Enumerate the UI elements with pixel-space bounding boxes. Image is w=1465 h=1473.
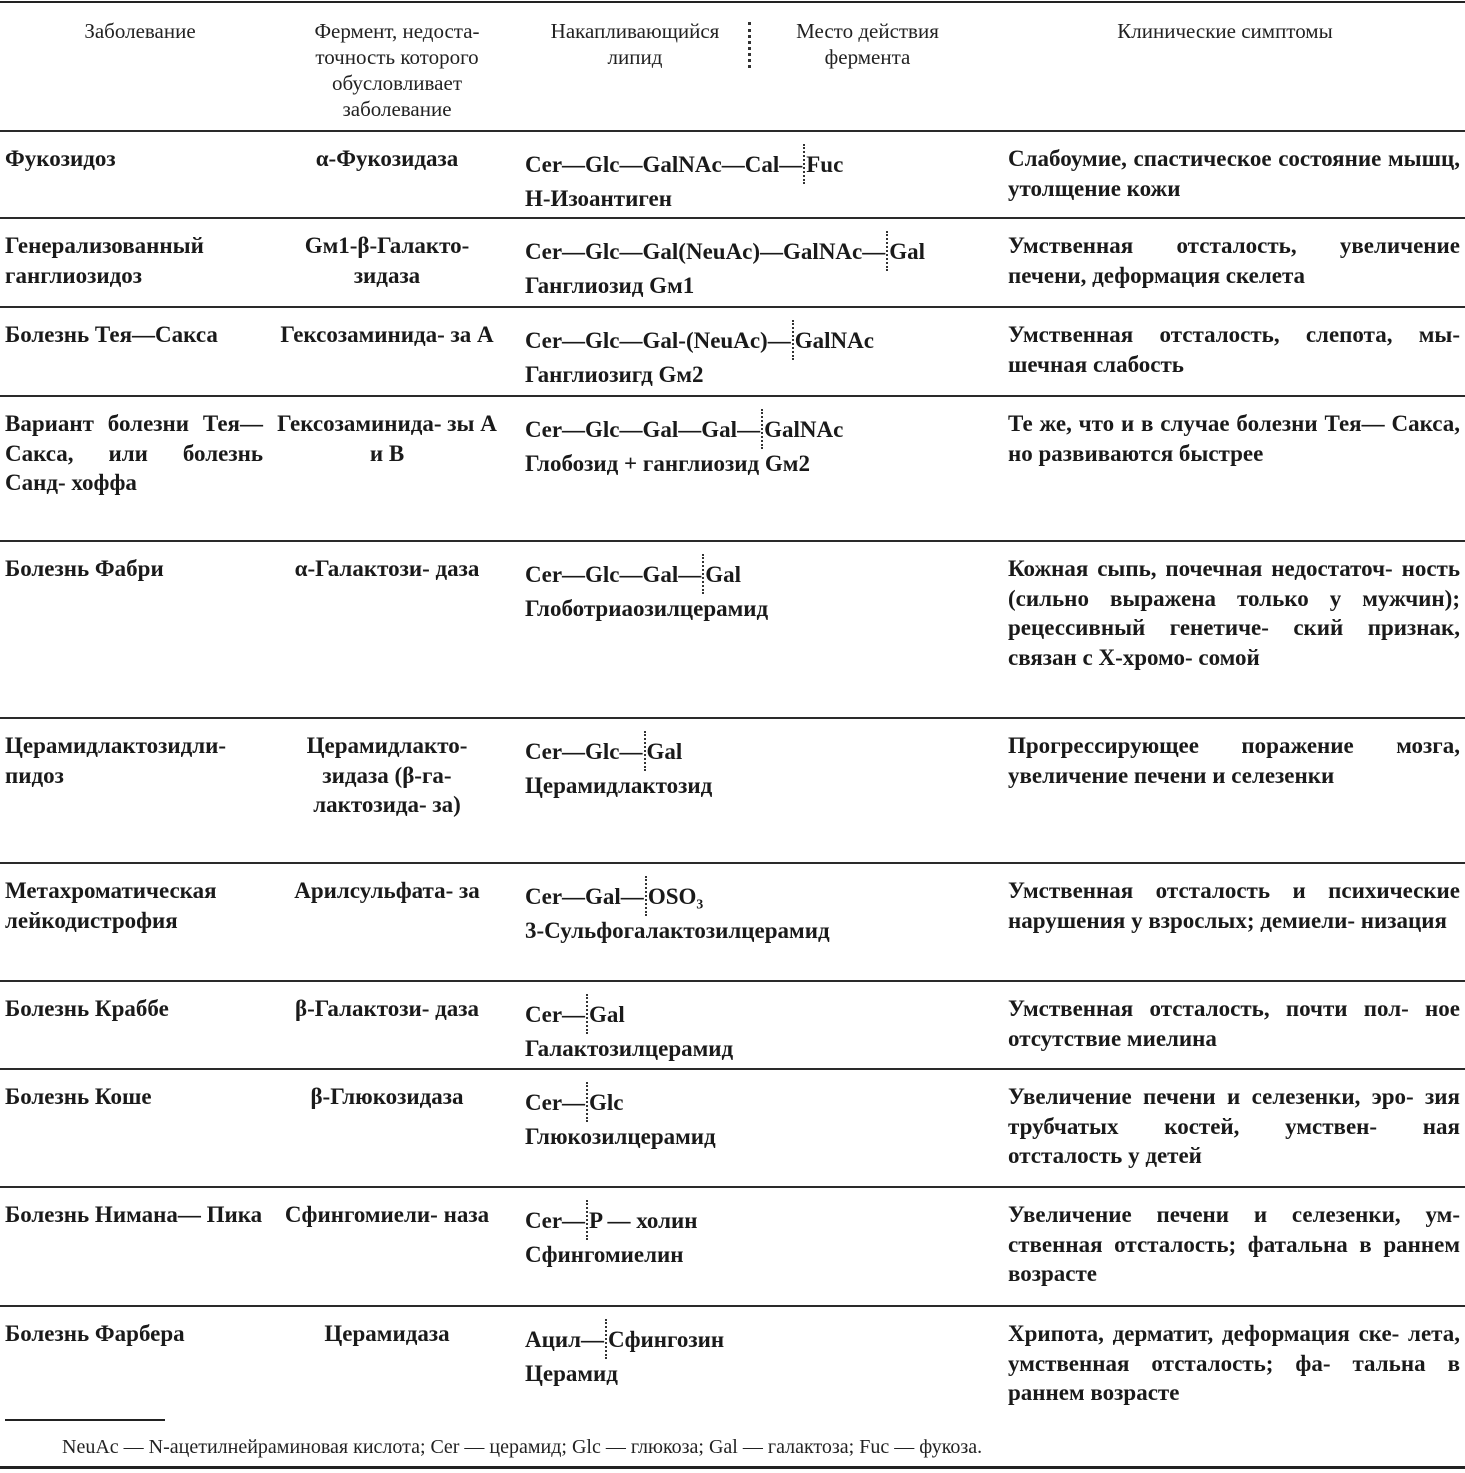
enzyme-cleavage-site-mark <box>586 994 588 1034</box>
formula-right: Gal <box>889 239 926 264</box>
symptoms-cell: Хрипота, дерматит, деформация ске- лета, умственная отсталость; фа- тальна в раннем возрасте <box>1008 1321 1460 1405</box>
lipid-name: Ганглиозид Gм1 <box>525 273 695 298</box>
lipid-formula <box>525 1319 995 1359</box>
formula-left: Cer— <box>525 1002 586 1027</box>
formula-left: Cer—Glc—Gal-(NeuAc)— <box>525 328 791 353</box>
row-rule <box>0 862 1465 864</box>
formula-left: Cer—Glc—Gal— <box>525 562 702 587</box>
enzyme-cleavage-site-mark <box>761 409 763 449</box>
row-rule <box>0 1305 1465 1307</box>
lipid-name: Глоботриаозилцерамид <box>525 596 769 621</box>
lipid-formula <box>525 409 995 449</box>
header-separator <box>748 22 767 68</box>
lipid-formula <box>525 231 995 271</box>
enzyme-cleavage-site-mark <box>792 320 794 360</box>
disease-cell: Фукозидоз <box>5 146 116 171</box>
row-rule <box>0 395 1465 397</box>
symptoms-cell: Увеличение печени и селезенки, ум- ственная отсталость; фатальна в раннем возрасте <box>1008 1202 1460 1286</box>
lipid-cell <box>525 554 995 624</box>
lipid-cell <box>525 1200 995 1270</box>
disease-cell: Болезнь Тея—Сакса <box>5 322 218 347</box>
symptoms-cell: Умственная отсталость и психические нарушения у взрослых; демиели- низация <box>1008 878 1460 933</box>
disease-cell: Болезнь Фарбера <box>5 1321 185 1346</box>
formula-left: Cer—Glc—Gal—Gal— <box>525 417 761 442</box>
symptoms-cell: Умственная отсталость, увеличение печени, деформация скелета <box>1008 233 1460 288</box>
enzyme-cleavage-site-mark <box>605 1319 607 1359</box>
lipid-name: Глобозид + ганглиозид Gм2 <box>525 451 810 476</box>
lipid-cell <box>525 231 995 301</box>
footnote: NeuAc — N-ацетилнейраминовая кислота; Cer — церамид; Glc — глюкоза; Gal — галактоза; Fuc — фукоза. <box>62 1436 983 1458</box>
header-lipid: Накапливающийся липид <box>550 19 720 69</box>
lipid-formula <box>525 1082 995 1122</box>
enzyme-cleavage-site-mark <box>886 231 888 271</box>
formula-right: Gal <box>589 1002 625 1027</box>
lipid-name: Н-Изоантиген <box>525 186 672 211</box>
formula-left: Cer—Glc— <box>525 739 643 764</box>
row-rule <box>0 980 1465 982</box>
disease-cell: Болезнь Краббе <box>5 996 169 1021</box>
lipid-name: Ганглиозигд Gм2 <box>525 362 704 387</box>
enzyme-cell: β-Галактози- дaза <box>294 996 480 1021</box>
disease-cell: Церамидлактозидли- пидоз <box>5 733 227 788</box>
symptoms-cell: Умственная отсталость, почти пол- ное отсутствие миелина <box>1008 996 1460 1051</box>
enzyme-cell: Церамидаза <box>324 1321 450 1346</box>
lipid-cell <box>525 320 995 390</box>
enzyme-cleavage-site-mark <box>586 1082 588 1122</box>
formula-left: Cer— <box>525 1208 586 1233</box>
lipid-cell <box>525 876 995 946</box>
row-rule <box>0 1186 1465 1188</box>
footnote-rule <box>5 1419 165 1421</box>
lipid-cell <box>525 1082 995 1152</box>
formula-right: GalNAc <box>794 328 874 353</box>
lipid-name: Сфингомиелин <box>525 1242 684 1267</box>
row-rule <box>0 1068 1465 1070</box>
symptoms-cell: Увеличение печени и селезенки, эро- зия трубчатых костей, умствен- ная отсталость у детей <box>1008 1084 1460 1168</box>
formula-left: Cer—Glc—GalNAc—Cal— <box>525 152 803 177</box>
enzyme-cleavage-site-mark <box>586 1200 588 1240</box>
disease-cell: Болезнь Нимана— Пика <box>5 1202 263 1227</box>
disease-cell: Болезнь Коше <box>5 1084 152 1109</box>
formula-right: Gal <box>705 562 742 587</box>
lipid-name: 3-Сульфогалактозилцерамид <box>525 918 830 943</box>
lipid-formula <box>525 320 995 360</box>
header-symptoms: Клинические симптомы <box>1117 19 1333 43</box>
lipid-formula <box>525 876 995 916</box>
enzyme-cell: Арилсульфата- за <box>294 878 480 903</box>
lipid-cell <box>525 731 995 801</box>
enzyme-cell: Церамидлакто- зидаза (β-га- лактозида- за) <box>306 733 468 817</box>
lipid-cell <box>525 144 995 214</box>
row-rule <box>0 717 1465 719</box>
lipid-formula <box>525 144 995 184</box>
row-rule <box>0 130 1465 132</box>
lipid-cell <box>525 409 995 479</box>
symptoms-cell: Кожная сыпь, почечная недостаточ- ность (сильно выражена только у мужчин); рецессивный генетиче- ский признак, связан с Х-хромо- сомой <box>1008 556 1460 670</box>
symptoms-cell: Прогрессирующее поражение мозга, увеличение печени и селезенки <box>1008 733 1460 788</box>
enzyme-cell: β-Глюкозидаза <box>310 1084 464 1109</box>
formula-right: GalNAc <box>764 417 844 442</box>
lipid-name: Церамид <box>525 1361 618 1386</box>
row-rule <box>0 540 1465 542</box>
formula-left: Ацил— <box>525 1327 605 1352</box>
enzyme-cell: Гексозаминида- за А <box>280 322 494 347</box>
enzyme-cleavage-site-mark <box>702 554 704 594</box>
disease-cell: Генерализованный ганглиозидоз <box>5 233 204 288</box>
symptoms-cell: Слабоумие, спастическое состояние мышц, утолщение кожи <box>1008 146 1460 201</box>
formula-right: OSO₃ <box>647 884 704 909</box>
enzyme-cell: Гексозаминида- зы А и В <box>277 411 497 466</box>
enzyme-cleavage-site-mark <box>803 144 805 184</box>
enzyme-cleavage-site-mark <box>644 731 646 771</box>
symptoms-cell: Те же, что и в случае болезни Тея— Сакса, но развиваются быстрее <box>1008 411 1460 466</box>
formula-right: P — холин <box>589 1208 698 1233</box>
row-rule <box>0 217 1465 219</box>
lipid-name: Глюкозилцерамид <box>525 1124 716 1149</box>
enzyme-cell: α-Галактози- дaза <box>294 556 480 581</box>
lipid-formula <box>525 554 995 594</box>
header-site: Место действия фермента <box>796 19 939 69</box>
enzyme-cell: Сфингомиели- наза <box>284 1202 490 1227</box>
header-disease: Заболевание <box>84 19 196 43</box>
formula-left: Cer—Glc—Gal(NeuAc)—GalNAc— <box>525 239 886 264</box>
lipid-cell <box>525 1319 995 1389</box>
bottom-rule <box>0 1466 1465 1469</box>
formula-right: Fuc <box>806 152 844 177</box>
header-enzyme: Фермент, недоста- точность которого обусловливает заболевание <box>314 19 480 121</box>
disease-cell: Метахроматическая лейкодистрофия <box>5 878 217 933</box>
disease-cell: Болезнь Фабри <box>5 556 164 581</box>
formula-right: Сфингозин <box>608 1327 725 1352</box>
enzyme-cleavage-site-mark <box>645 876 647 916</box>
symptoms-cell: Умственная отсталость, слепота, мы- шечная слабость <box>1008 322 1460 377</box>
formula-left: Cer— <box>525 1090 586 1115</box>
disease-cell: Вариант болезни Тея—Сакса, или болезнь Санд- хоффа <box>5 411 263 495</box>
enzyme-cell: Gм1-β-Галакто- зидаза <box>304 233 470 288</box>
top-rule <box>0 1 1465 3</box>
formula-right: Glc <box>589 1090 624 1115</box>
lipid-formula <box>525 1200 995 1240</box>
lipid-name: Галактозилцерамид <box>525 1036 734 1061</box>
row-rule <box>0 306 1465 308</box>
formula-left: Cer—Gal— <box>525 884 644 909</box>
formula-right: Gal <box>646 739 683 764</box>
enzyme-cell: α-Фукозидаза <box>315 146 459 171</box>
lipid-cell <box>525 994 995 1064</box>
lipid-formula <box>525 994 995 1034</box>
lipid-name: Церамидлактозид <box>525 773 713 798</box>
lipid-formula <box>525 731 995 771</box>
